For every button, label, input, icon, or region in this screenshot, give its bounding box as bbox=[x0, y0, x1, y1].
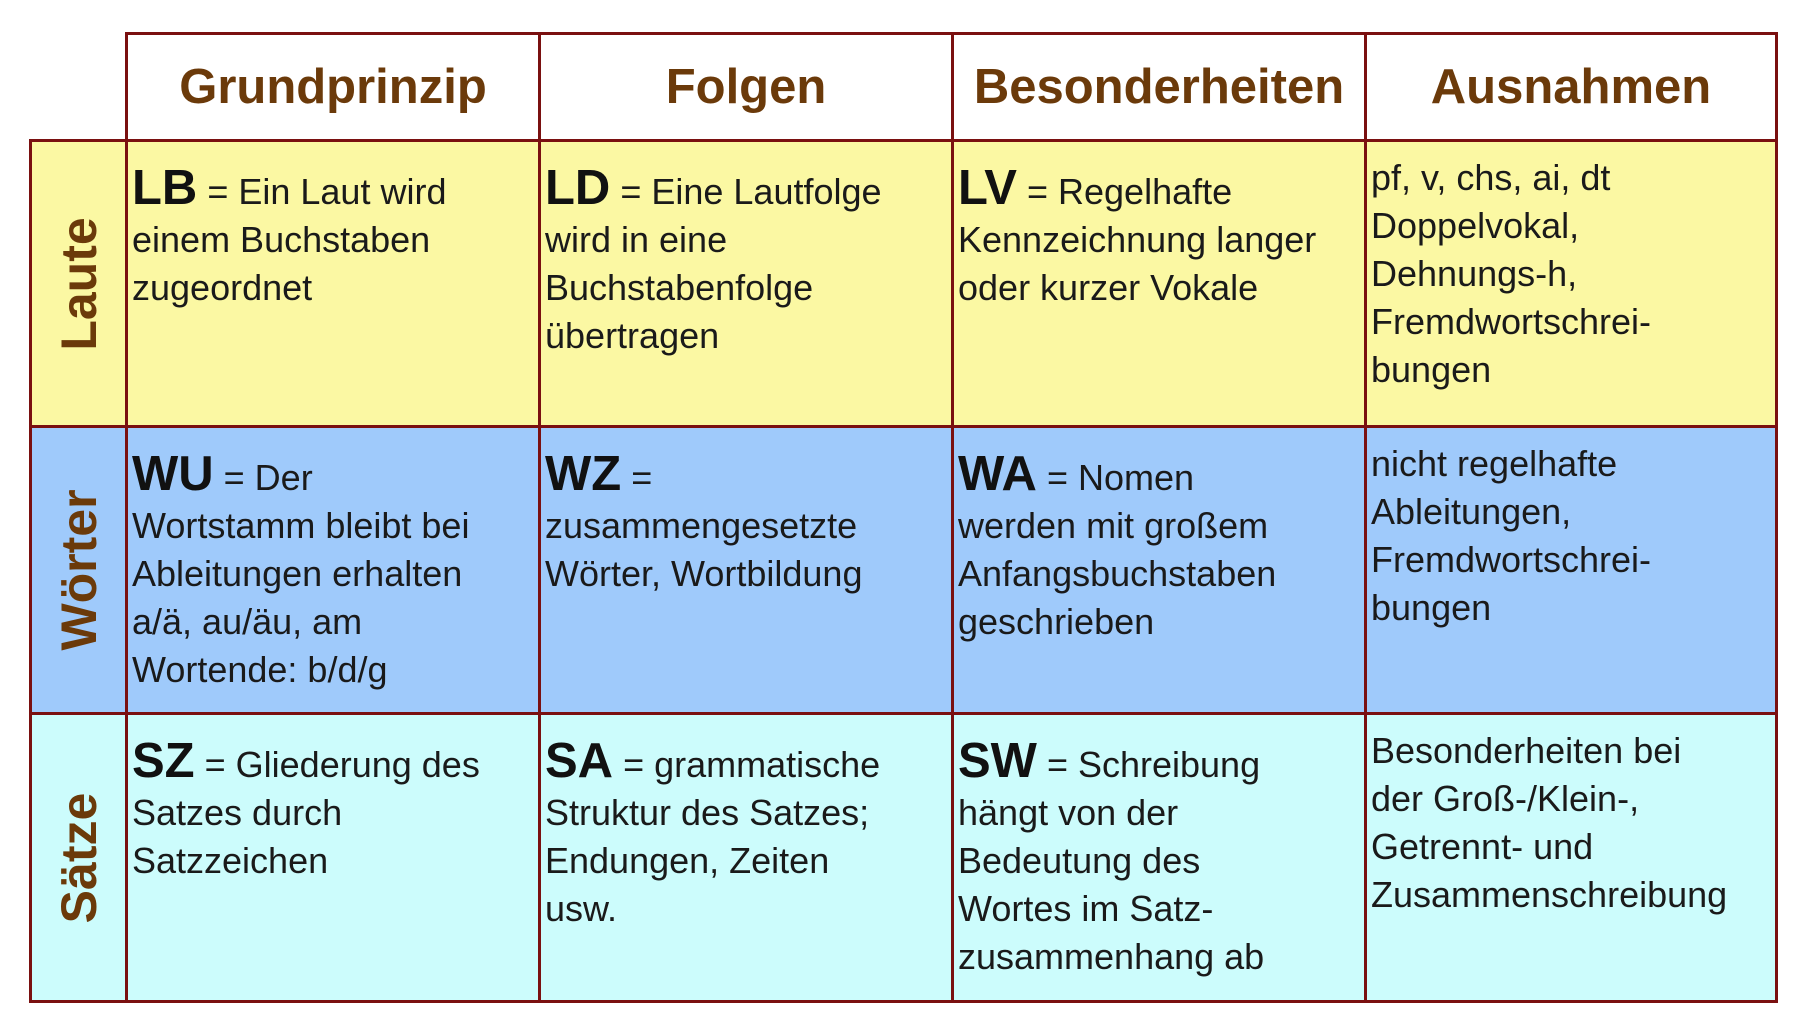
rule-code: LD bbox=[545, 161, 611, 215]
rule-code: LV bbox=[958, 161, 1017, 215]
table-cell bbox=[954, 428, 1367, 715]
rule-code: WA bbox=[958, 447, 1037, 501]
header-besonderheiten: Besonderheiten bbox=[954, 35, 1367, 139]
row-label-saetze bbox=[32, 715, 128, 1000]
table-cell bbox=[128, 428, 541, 715]
rule-description: = Eine Lautfolge wird in eine Buchstabenfolge übertragen bbox=[545, 171, 882, 356]
rule-description: = Der Wortstamm bleibt bei Ableitungen erhalten a/ä, au/äu, am Wortende: b/d/g bbox=[132, 457, 470, 690]
exceptions-cell bbox=[1367, 142, 1775, 428]
table-cell bbox=[541, 715, 954, 1000]
table-cell bbox=[541, 428, 954, 715]
exceptions-text: nicht regelhafte Ableitungen, Fremdwortschrei- bungen bbox=[1371, 443, 1652, 628]
table-body bbox=[29, 139, 1778, 1003]
row-label-woerter bbox=[32, 428, 128, 715]
rule-description: = Regelhafte Kennzeichnung langer oder kurzer Vokale bbox=[958, 171, 1317, 308]
rule-description: = Gliederung des Satzes durch Satzzeichen bbox=[132, 744, 480, 881]
exceptions-text: pf, v, chs, ai, dt Doppelvokal, Dehnungs-h, Fremdwortschrei- bungen bbox=[1371, 157, 1652, 390]
row-label-laute bbox=[32, 142, 128, 428]
exceptions-cell bbox=[1367, 715, 1775, 1000]
row-label-text: Wörter bbox=[50, 489, 107, 651]
rule-code: SZ bbox=[132, 734, 195, 788]
rule-code: WU bbox=[132, 447, 214, 501]
row-label-text: Laute bbox=[50, 216, 107, 351]
header-ausnahmen: Ausnahmen bbox=[1430, 60, 1712, 114]
exceptions-text: Besonderheiten bei der Groß-/Klein-, Getrennt- und Zusammenschreibung bbox=[1371, 730, 1728, 915]
rule-code: SA bbox=[545, 734, 614, 788]
rule-description: = zusammengesetzte Wörter, Wortbildung bbox=[545, 457, 863, 594]
header-grundprinzip: Grundprinzip bbox=[128, 35, 541, 139]
table-cell bbox=[954, 142, 1367, 428]
exceptions-cell bbox=[1367, 428, 1775, 715]
rule-code: LB bbox=[132, 161, 198, 215]
rule-code: SW bbox=[958, 734, 1037, 788]
header-folgen: Folgen bbox=[541, 35, 954, 139]
rule-description: = grammatische Struktur des Satzes; Endungen, Zeiten usw. bbox=[545, 744, 881, 929]
table-cell bbox=[954, 715, 1367, 1000]
row-label-text: Sätze bbox=[50, 792, 107, 923]
rule-description: = Nomen werden mit großem Anfangsbuchstaben geschrieben bbox=[958, 457, 1277, 642]
rule-code: WZ bbox=[545, 447, 622, 501]
table-cell bbox=[128, 715, 541, 1000]
table-cell bbox=[541, 142, 954, 428]
table-header-row bbox=[125, 32, 1778, 139]
rule-description: = Ein Laut wird einem Buchstaben zugeordnet bbox=[132, 171, 447, 308]
table-cell bbox=[128, 142, 541, 428]
rule-description: = Schreibung hängt von der Bedeutung des Wortes im Satz- zusammenhang ab bbox=[958, 744, 1265, 977]
